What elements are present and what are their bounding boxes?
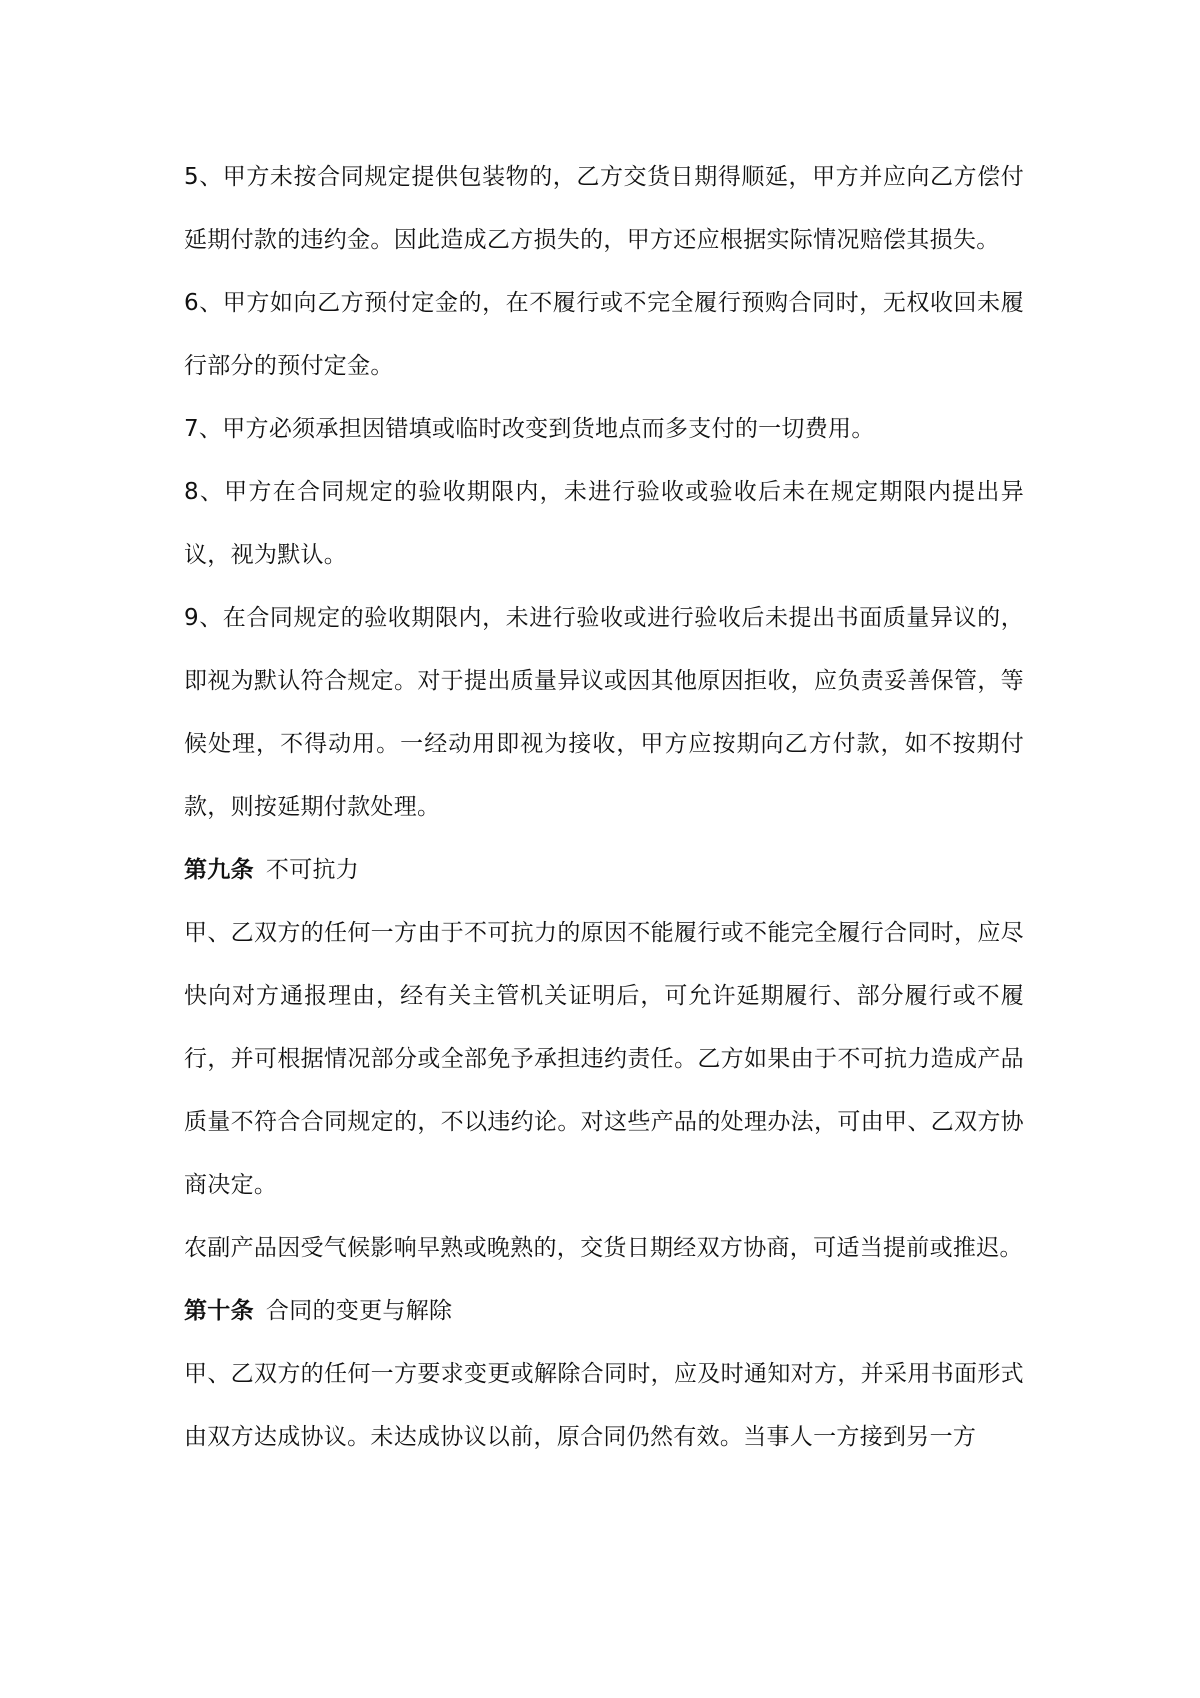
article-9-number: 第九条 xyxy=(184,857,254,883)
article-9-heading xyxy=(184,839,1024,902)
article-10-number: 第十条 xyxy=(184,1298,254,1324)
article-10-title: 合同的变更与解除 xyxy=(265,1298,453,1324)
article-9-title: 不可抗力 xyxy=(265,857,360,883)
clause-item-5: 5、甲方未按合同规定提供包装物的，乙方交货日期得顺延，甲方并应向乙方偿付延期付款的违约金。因此造成乙方损失的，甲方还应根据实际情况赔偿其损失。 xyxy=(184,164,1024,253)
clause-item-7: 7、甲方必须承担因错填或临时改变到货地点而多支付的一切费用。 xyxy=(184,416,875,442)
article-10-paragraph-1: 甲、乙双方的任何一方要求变更或解除合同时，应及时通知对方，并采用书面形式由双方达成协议。未达成协议以前，原合同仍然有效。当事人一方接到另一方 xyxy=(184,1361,1024,1450)
article-10-heading xyxy=(184,1280,1024,1343)
clause-item-9: 9、在合同规定的验收期限内，未进行验收或进行验收后未提出书面质量异议的，即视为默认符合规定。对于提出质量异议或因其他原因拒收，应负责妥善保管，等候处理，不得动用。一经动用即视为接收，甲方应按期向乙方付款，如不按期付款，则按延期付款处理。 xyxy=(184,605,1024,820)
document-body xyxy=(184,146,1024,1469)
clause-item-8: 8、甲方在合同规定的验收期限内，未进行验收或验收后未在规定期限内提出异议，视为默认。 xyxy=(184,479,1024,568)
article-9-paragraph-1: 甲、乙双方的任何一方由于不可抗力的原因不能履行或不能完全履行合同时，应尽快向对方通报理由，经有关主管机关证明后，可允许延期履行、部分履行或不履行，并可根据情况部分或全部免予承担违约责任。乙方如果由于不可抗力造成产品质量不符合合同规定的，不以违约论。对这些产品的处理办法，可由甲、乙双方协商决定。 xyxy=(184,920,1024,1198)
article-9-paragraph-2: 农副产品因受气候影响早熟或晚熟的，交货日期经双方协商，可适当提前或推迟。 xyxy=(184,1235,1023,1261)
clause-item-6: 6、甲方如向乙方预付定金的，在不履行或不完全履行预购合同时，无权收回未履行部分的预付定金。 xyxy=(184,290,1024,379)
